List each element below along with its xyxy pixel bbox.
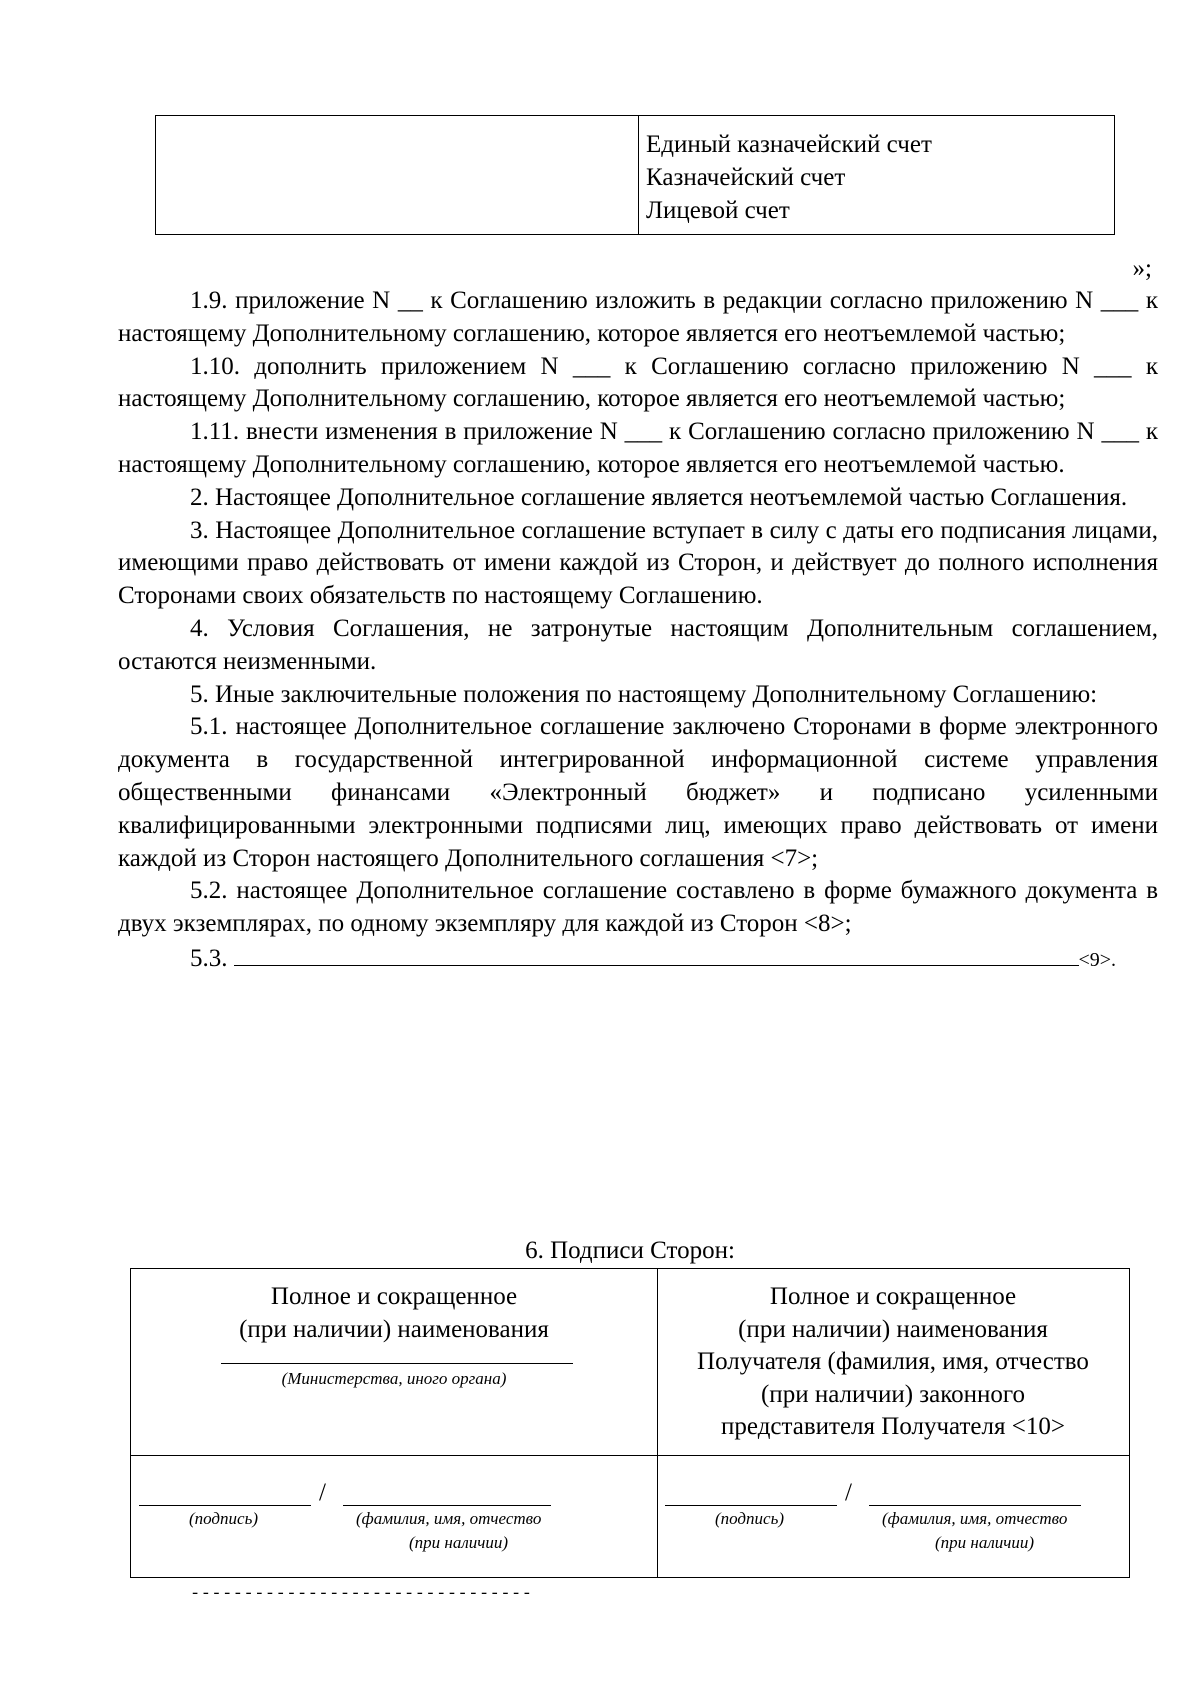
right-slash: / <box>845 1479 852 1506</box>
closing-quote: »; <box>1132 255 1152 282</box>
left-name-line <box>343 1505 551 1506</box>
clause-5-3-label: 5.3. <box>190 944 228 972</box>
account-single-treasury: Единый казначейский счет <box>646 131 932 158</box>
left-name-caption-1: (фамилия, имя, отчество <box>356 1509 542 1528</box>
document-body <box>118 285 1158 977</box>
footnote-separator: -------------------------------- <box>190 1585 533 1604</box>
left-sign-caption: (подпись) <box>189 1509 258 1528</box>
right-name-caption-2: (при наличии) <box>935 1533 1035 1552</box>
account-treasury: Казначейский счет <box>646 164 846 191</box>
ministry-caption: (Министерства, иного органа) <box>281 1369 507 1388</box>
clause-1-11: 1.11. внести изменения в приложение N ___ к Соглашению согласно приложению N ___ к настоящему Дополнительному соглашению, которое является его неотъемлемой частью. <box>118 418 1158 478</box>
clause-5-1: 5.1. настоящее Дополнительное соглашение заключено Сторонами в форме электронного документа в государственной интегрированной информационной системе управления общественными финансами «Электронный бюджет» и подписано усиленными квалифицированными электронными подписями лиц, имеющих право действовать от имени каждой из Сторон настоящего Дополнительного соглашения <7>; <box>118 713 1158 872</box>
right-sign-caption: (подпись) <box>715 1509 784 1528</box>
accounts-cell <box>646 128 932 227</box>
clause-5-3-blank <box>234 941 1079 966</box>
clause-1-9: 1.9. приложение N __ к Соглашению изложить в редакции согласно приложению N ___ к настоящему Дополнительному соглашению, которое является его неотъемлемой частью; <box>118 287 1158 347</box>
signatures-title: 6. Подписи Сторон: <box>525 1237 735 1264</box>
table-divider <box>638 116 639 234</box>
left-signature-line <box>139 1505 311 1506</box>
accounts-table <box>155 115 1115 235</box>
left-name-caption-2: (при наличии) <box>409 1533 509 1552</box>
clause-5-3 <box>118 941 1158 977</box>
left-party-heading: Полное и сокращенное (при наличии) наименования <box>239 1283 549 1343</box>
signatures-row-divider <box>131 1455 1129 1456</box>
clause-2: 2. Настоящее Дополнительное соглашение является неотъемлемой частью Соглашения. <box>190 483 1128 511</box>
right-name-line <box>869 1505 1081 1506</box>
left-slash: / <box>319 1479 326 1506</box>
signatures-table <box>130 1268 1130 1578</box>
account-personal: Лицевой счет <box>646 197 790 224</box>
footnote-ref-9: <9>. <box>1078 948 1117 971</box>
right-party-heading: Полное и сокращенное (при наличии) наименования Получателя (фамилия, имя, отчество (при наличии) законного представителя Получателя <10> <box>697 1283 1089 1440</box>
clause-5-2: 5.2. настоящее Дополнительное соглашение составлено в форме бумажного документа в двух экземплярах, по одному экземпляру для каждой из Сторон <8>; <box>118 877 1158 938</box>
clause-3: 3. Настоящее Дополнительное соглашение вступает в силу с даты его подписания лицами, имеющими право действовать от имени каждой из Сторон, и действует до полного исполнения Сторонами своих обязательств по настоящему Соглашению. <box>118 516 1158 610</box>
right-signature-row <box>657 1479 1129 1569</box>
right-name-caption-1: (фамилия, имя, отчество <box>882 1509 1068 1528</box>
ministry-name-line <box>221 1363 573 1364</box>
clause-5: 5. Иные заключительные положения по настоящему Дополнительному Соглашению: <box>190 680 1098 708</box>
right-signature-line <box>665 1505 837 1506</box>
clause-1-10: 1.10. дополнить приложением N ___ к Соглашению согласно приложению N ___ к настоящему Дополнительному соглашению, которое является его неотъемлемой частью; <box>118 352 1158 413</box>
clause-4: 4. Условия Соглашения, не затронутые настоящим Дополнительным соглашением, остаются неизменными. <box>118 614 1158 675</box>
left-signature-row <box>131 1479 657 1569</box>
